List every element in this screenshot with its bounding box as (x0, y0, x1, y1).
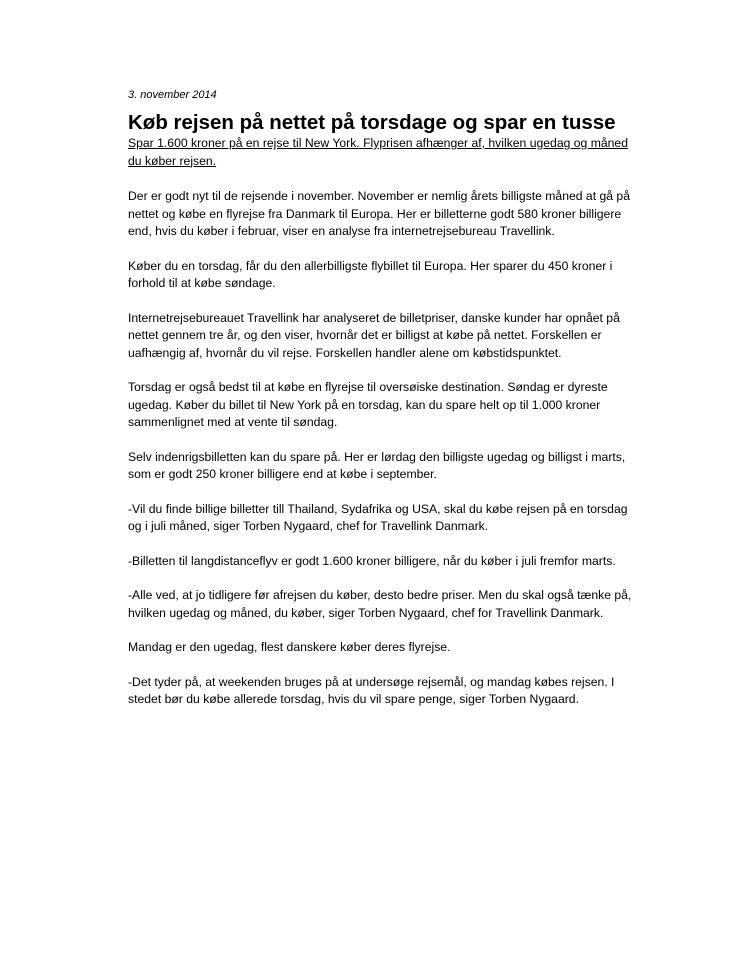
lead-text-part1: Spar 1.600 kroner på en rejse til New York. Flyprisen afhænger af, (128, 136, 486, 150)
article (128, 88, 636, 726)
paragraph: -Alle ved, at jo tidligere før afrejsen du køber, desto bedre priser. Men du skal også tænke på, hvilken ugedag og måned, du køber, siger Torben Nygaard, chef for Travellink Danmark. (128, 588, 632, 620)
paragraph: Mandag er den ugedag, flest danskere køber deres flyrejse. (128, 640, 451, 654)
paragraph: Køber du en torsdag, får du den allerbilligste flybillet til Europa. Her sparer du 450 kroner i forhold til at købe søndage. (128, 258, 613, 290)
article-date: 3. november 2014 (128, 89, 217, 101)
paragraph: Internetrejsebureauet Travellink har analyseret de billetpriser, danske kunder har opnået på nettet gennem tre år, og den viser, hvornår det er billigst at købe på nettet. Forskellen er uafhængig af, hvornår du vil rejse. Forskellen handler alene om købstidspunktet. (128, 310, 620, 360)
paragraph: -Billetten til langdistanceflyv er godt 1.600 kroner billigere, når du køber i juli fremfor marts. (128, 553, 616, 568)
article-lead (128, 135, 636, 170)
lead-text-part2: hvilken ugedag og måned du køber rejsen. (128, 136, 628, 168)
article-title: Køb rejsen på nettet på torsdage og spar en tusse (128, 111, 616, 134)
paragraph: Selv indenrigsbilletten kan du spare på. Her er lørdag den billigste ugedag og billigst i marts, som er godt 250 kroner billigere end at købe i september. (128, 449, 626, 481)
paragraph: -Det tyder på, at weekenden bruges på at undersøge rejsemål, og mandag købes rejsen. I stedet bør du købe allerede torsdag, hvis du vil spare penge, siger Torben Nygaard. (128, 674, 615, 706)
paragraph: -Vil du finde billige billetter till Thailand, Sydafrika og USA, skal du købe rejsen på en torsdag og i juli måned, siger Torben Nygaard, chef for Travellink Danmark. (128, 501, 628, 533)
paragraph: Torsdag er også bedst til at købe en flyrejse til oversøiske destination. Søndag er dyreste ugedag. Køber du billet til New York på en torsdag, kan du spare helt op til 1.000 kroner sammenlignet med at vente til søndag. (128, 380, 608, 429)
paragraph: Der er godt nyt til de rejsende i november. November er nemlig årets billigste måned at gå på nettet og købe en flyrejse fra Danmark til Europa. Her er billetterne godt 580 kroner billigere end, hvis du køber i februar, viser en analyse fra internetrejsebureau Travellink. (128, 189, 630, 238)
